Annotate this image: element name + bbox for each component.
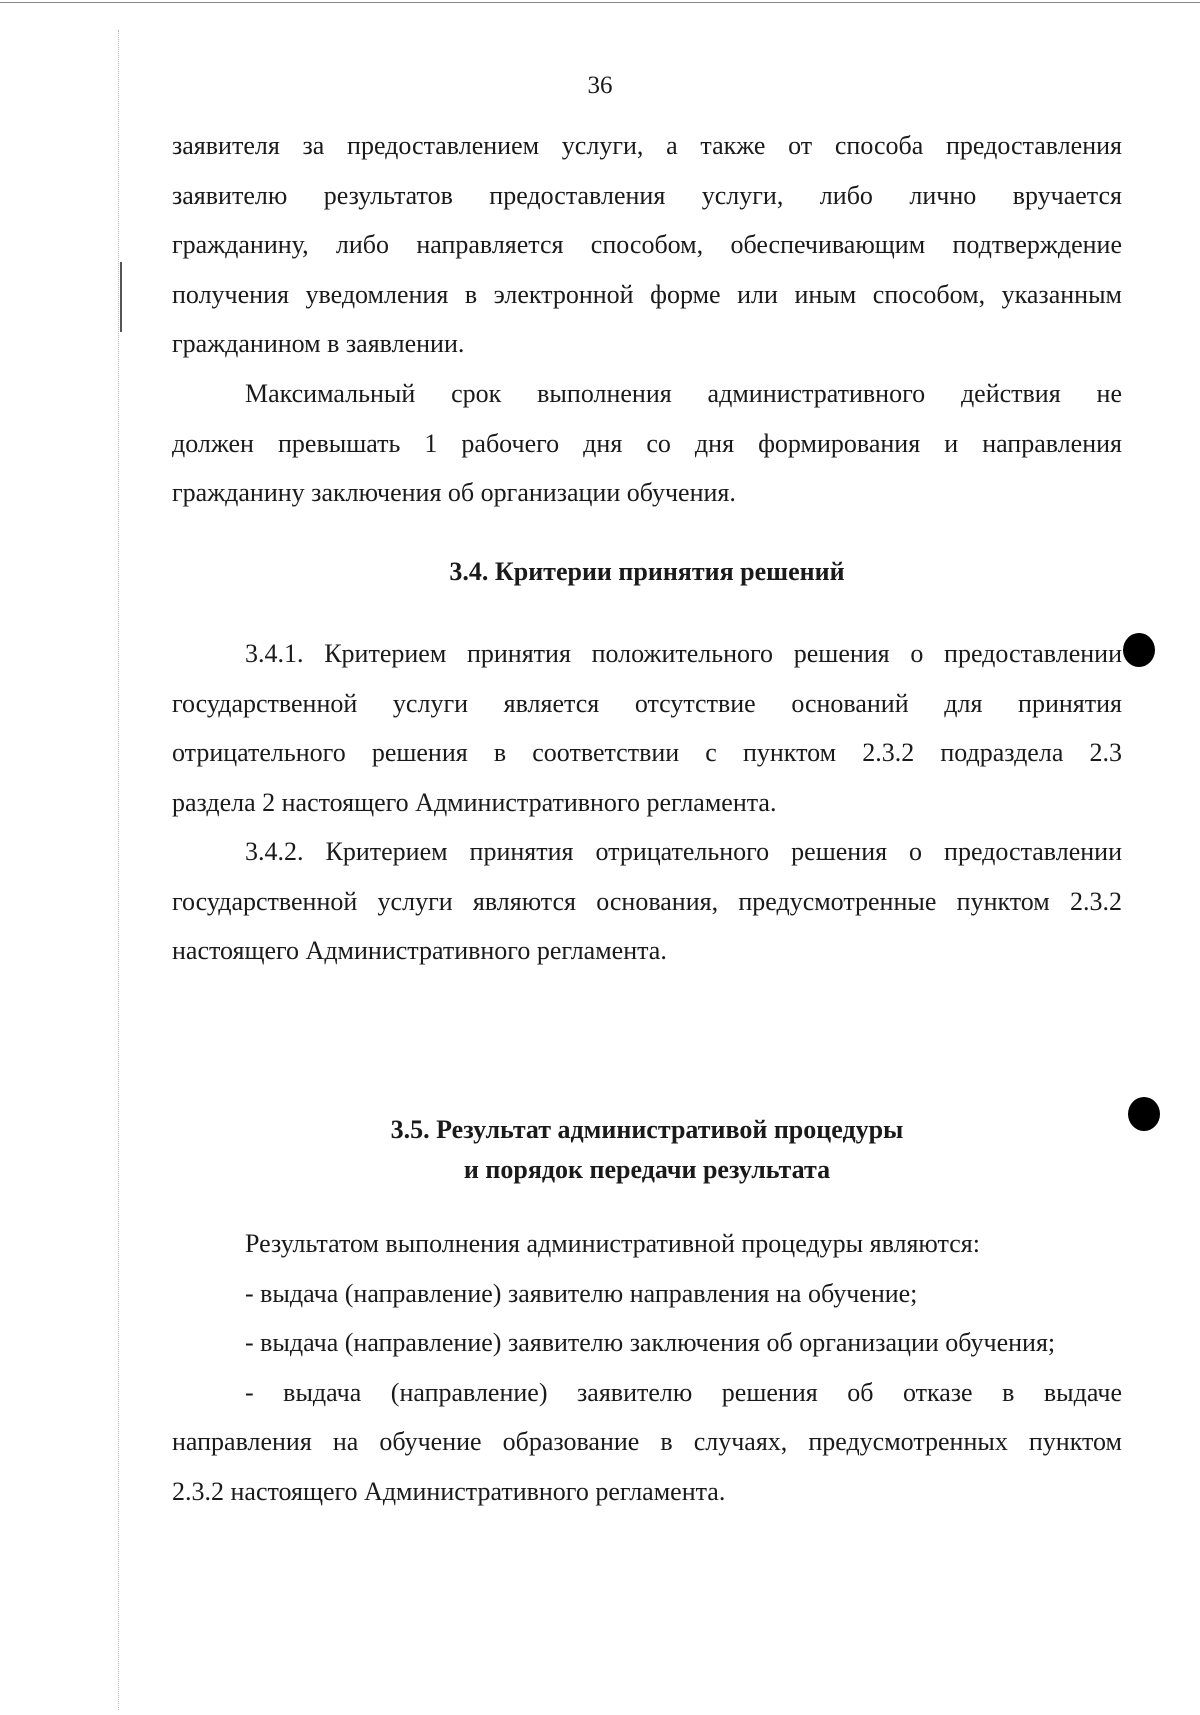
- section-heading-3-4: 3.4. Критерии принятия решений: [449, 557, 845, 586]
- text-line: гражданину, либо направляется способом, обеспечивающим подтверждение: [172, 230, 1122, 259]
- page-number: 36: [587, 72, 613, 99]
- list-item: - выдача (направление) заявителю заключения об организации обучения;: [245, 1328, 1056, 1357]
- paragraph-delivery-method: [172, 121, 1122, 369]
- scan-hole-dot: [1128, 1097, 1160, 1131]
- text-line: направления на обучение образование в случаях, предусмотренных пунктом: [172, 1427, 1122, 1456]
- text-line: 3.4.1. Критерием принятия положительного решения о предоставлении: [245, 639, 1122, 668]
- text-line: заявителя за предоставлением услуги, а также от способа предоставления: [172, 131, 1122, 160]
- list-item: - выдача (направление) заявителю решения об отказе в выдаче: [245, 1377, 1122, 1407]
- text-line: государственной услуги является отсутствие оснований для принятия: [172, 688, 1122, 718]
- text-line: отрицательного решения в соответствии с пунктом 2.3.2 подраздела 2.3: [172, 738, 1122, 767]
- text-line: 3.4.2. Критерием принятия отрицательного решения о предоставлении: [245, 837, 1122, 866]
- paragraph-max-duration: [172, 369, 1122, 518]
- section-heading-3-5-line1: 3.5. Результат административой процедуры: [390, 1115, 904, 1144]
- text-line: гражданином в заявлении.: [172, 329, 465, 358]
- text-line: гражданину заключения об организации обучения.: [172, 478, 736, 507]
- text-line: заявителю результатов предоставления услуги, либо лично вручается: [172, 180, 1122, 210]
- scan-top-edge: [0, 2, 1200, 3]
- text-line: настоящего Административного регламента.: [172, 936, 667, 965]
- text-line: должен превышать 1 рабочего дня со дня формирования и направления: [172, 428, 1122, 458]
- scan-margin-mark: [120, 262, 122, 332]
- list-item: - выдача (направление) заявителю направления на обучение;: [245, 1278, 918, 1308]
- results-list: [172, 1219, 1122, 1516]
- text-line: Максимальный срок выполнения административного действия не: [245, 379, 1122, 408]
- text-line: получения уведомления в электронной форме или иным способом, указанным: [172, 279, 1122, 309]
- scan-hole-dot: [1123, 633, 1155, 667]
- text-line: раздела 2 настоящего Административного регламента.: [172, 787, 777, 817]
- text-line: 2.3.2 настоящего Административного регламента.: [172, 1476, 726, 1506]
- text-line: государственной услуги являются основания, предусмотренные пунктом 2.3.2: [172, 886, 1122, 916]
- paragraph-3-4-1: [172, 629, 1122, 827]
- section-heading-3-5-line2: и порядок передачи результата: [463, 1155, 831, 1184]
- results-intro: Результатом выполнения административной процедуры являются:: [245, 1229, 980, 1258]
- paragraph-3-4-2: [172, 827, 1122, 976]
